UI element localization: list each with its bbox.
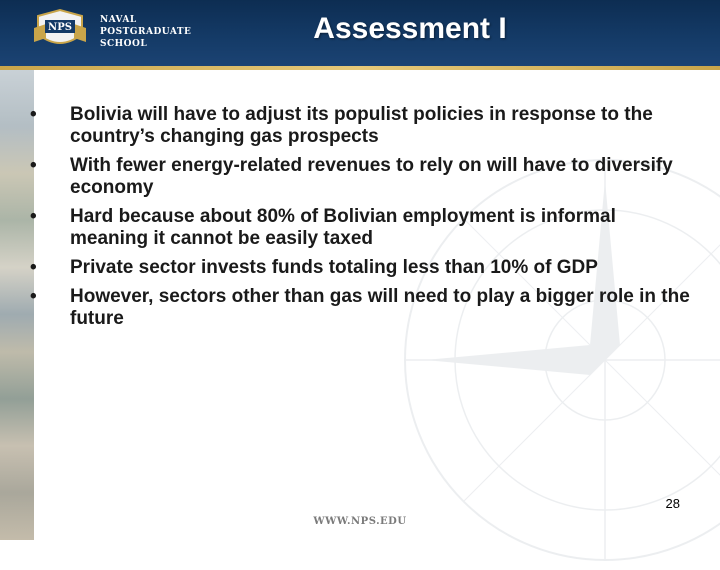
bullet-icon: • bbox=[30, 257, 37, 278]
bullet-text: Bolivia will have to adjust its populist policies in response to the country’s changing gas prospects bbox=[70, 104, 653, 147]
bullet-item bbox=[28, 155, 698, 199]
bullet-text: However, sectors other than gas will need to play a bigger role in the future bbox=[70, 286, 690, 329]
bullet-item bbox=[28, 104, 698, 148]
logo-line: SCHOOL bbox=[100, 39, 148, 49]
bullet-list bbox=[28, 104, 698, 337]
nps-logo bbox=[32, 8, 192, 56]
logo-line: POSTGRADUATE bbox=[100, 27, 192, 37]
slide-number: 28 bbox=[665, 496, 680, 511]
slide-title: Assessment I bbox=[313, 12, 507, 45]
nps-badge-icon bbox=[32, 8, 88, 54]
header-bar bbox=[0, 0, 720, 66]
bullet-text: Hard because about 80% of Bolivian employment is informal meaning it cannot be easily taxed bbox=[70, 206, 616, 249]
bullet-item bbox=[28, 206, 698, 250]
logo-text bbox=[100, 14, 191, 50]
bullet-text: With fewer energy-related revenues to rely on will have to diversify economy bbox=[70, 155, 673, 198]
header-divider bbox=[0, 66, 720, 70]
footer-url: WWW.NPS.EDU bbox=[313, 516, 407, 527]
bullet-item bbox=[28, 286, 698, 330]
bullet-text: Private sector invests funds totaling less than 10% of GDP bbox=[70, 257, 598, 278]
bullet-item bbox=[28, 257, 698, 279]
badge-text: NPS bbox=[48, 22, 72, 33]
bullet-icon: • bbox=[30, 286, 37, 307]
bullet-icon: • bbox=[30, 104, 37, 125]
logo-line: NAVAL bbox=[100, 15, 137, 25]
bullet-icon: • bbox=[30, 155, 37, 176]
bullet-icon: • bbox=[30, 206, 37, 227]
